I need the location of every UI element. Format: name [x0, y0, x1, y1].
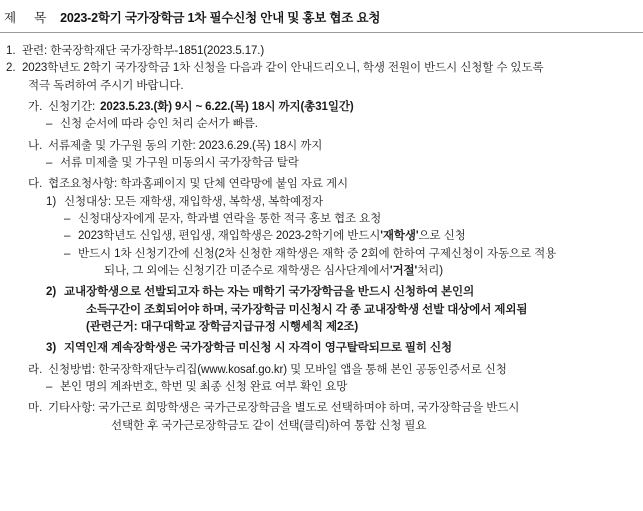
list-item [6, 43, 637, 59]
list-text: 관련: 한국장학재단 국가장학부-1851(2023.5.17.) [22, 45, 265, 57]
list-item [6, 211, 637, 227]
list-item-continuation [6, 78, 637, 94]
title-label-mok: 목 [34, 11, 47, 25]
list-marker: 마. [28, 402, 43, 415]
list-marker: – [46, 118, 53, 131]
list-item [6, 138, 637, 154]
list-text: 본인 명의 계좌번호, 학번 및 최종 신청 완료 여부 확인 요망 [60, 380, 348, 393]
list-marker: 2. [6, 62, 16, 75]
list-text: 교내장학생으로 선발되고자 하는 자는 매학기 국가장학금을 반드시 신청하여 본인의 [64, 286, 475, 299]
document-body [0, 33, 643, 434]
list-text: 서류제출 및 가구원 동의 기한: 2023.6.29.(목) 18시 까지 [48, 139, 323, 152]
list-text: 소득구간이 조회되어야 하며, 국가장학금 미신청시 각 종 교내장학생 선발 대상에서 제외됨 [86, 303, 528, 316]
list-item-continuation [6, 319, 637, 335]
list-item [6, 362, 637, 378]
list-text: 선택한 후 국가근로장학금도 같이 선택(클릭)하여 통합 신청 필요 [111, 419, 427, 432]
list-item [6, 155, 637, 171]
document-title-row [0, 0, 643, 26]
list-marker: 3) [46, 342, 57, 355]
list-item [6, 228, 637, 244]
list-marker: 1) [46, 195, 57, 208]
list-item [6, 284, 637, 300]
list-marker: 라. [28, 363, 43, 376]
list-marker: 2) [46, 286, 57, 299]
list-marker: 다. [28, 178, 43, 191]
list-item-continuation [6, 418, 637, 434]
list-item-continuation [6, 263, 637, 279]
list-item [6, 400, 637, 416]
list-text: 협조요청사항: 학과홈페이지 및 단체 연락망에 붙임 자료 게시 [48, 178, 348, 191]
list-item [6, 379, 637, 395]
list-text: (관련근거: 대구대학교 장학금지급규정 시행세칙 제2조) [86, 320, 359, 333]
page-title: 2023-2학기 국가장학금 1차 필수신청 안내 및 홍보 협조 요청 [60, 11, 381, 25]
list-item [6, 176, 637, 192]
list-text: 신청기간: [48, 100, 96, 113]
list-text: 적극 독려하여 주시기 바랍니다. [28, 79, 184, 92]
list-marker: – [46, 156, 53, 169]
list-item [6, 246, 637, 262]
list-text-tail: 으로 신청 [418, 230, 466, 243]
list-item [6, 99, 637, 115]
list-text: 신청방법: 한국장학재단누리집(www.kosaf.go.kr) 및 모바일 앱을 통해 본인 공동인증서로 신청 [48, 363, 507, 376]
list-marker: 1. [6, 45, 16, 57]
list-text: 신청대상: 모든 재학생, 재입학생, 복학생, 복학예정자 [64, 195, 324, 208]
list-text: 지역인재 계속장학생은 국가장학금 미신청 시 자격이 영구탈락되므로 필히 신청 [64, 342, 453, 355]
list-marker: 나. [28, 139, 43, 152]
list-text: 서류 미제출 및 가구원 미동의시 국가장학금 탈락 [60, 156, 299, 169]
list-item [6, 340, 637, 356]
list-marker: 가. [28, 100, 43, 113]
list-text: 2023학년도 2학기 국가장학금 1차 신청을 다음과 같이 안내드리오니, 학생 전원이 반드시 신청할 수 있도록 [22, 62, 544, 75]
list-text: 기타사항: 국가근로 희망학생은 국가근로장학금을 별도로 선택하며야 하며, 국가장학금을 반드시 [48, 402, 520, 415]
list-marker: – [64, 230, 71, 243]
list-marker: – [64, 212, 71, 225]
list-item [6, 60, 637, 76]
list-text: 신청대상자에게 문자, 학과별 연락을 통한 적극 홍보 협조 요청 [78, 212, 382, 225]
list-text: 신청 순서에 따라 승인 처리 순서가 빠름. [60, 118, 258, 131]
list-marker: – [46, 380, 53, 393]
title-label-je: 제 [4, 11, 17, 25]
list-item [6, 116, 637, 132]
list-text: 되나, 그 외에는 신청기간 미준수로 재학생은 심사단계에서 [104, 264, 390, 277]
list-item-continuation [6, 302, 637, 318]
list-text: 2023학년도 신입생, 편입생, 재입학생은 2023-2학기에 반드시 [78, 230, 381, 243]
list-text: 반드시 1차 신청기간에 신청(2차 신청한 재학생은 재학 중 2회에 한하여 구제신청이 자동으로 적용 [78, 247, 557, 260]
list-text-emphasis: '거절' [389, 264, 418, 277]
list-marker: – [64, 247, 71, 260]
list-text-emphasis: '재학생' [380, 230, 419, 243]
list-text-emphasis: 2023.5.23.(화) 9시 ~ 6.22.(목) 18시 까지(총31일간) [100, 100, 354, 113]
list-text-tail: 처리) [417, 264, 443, 277]
list-item [6, 194, 637, 210]
